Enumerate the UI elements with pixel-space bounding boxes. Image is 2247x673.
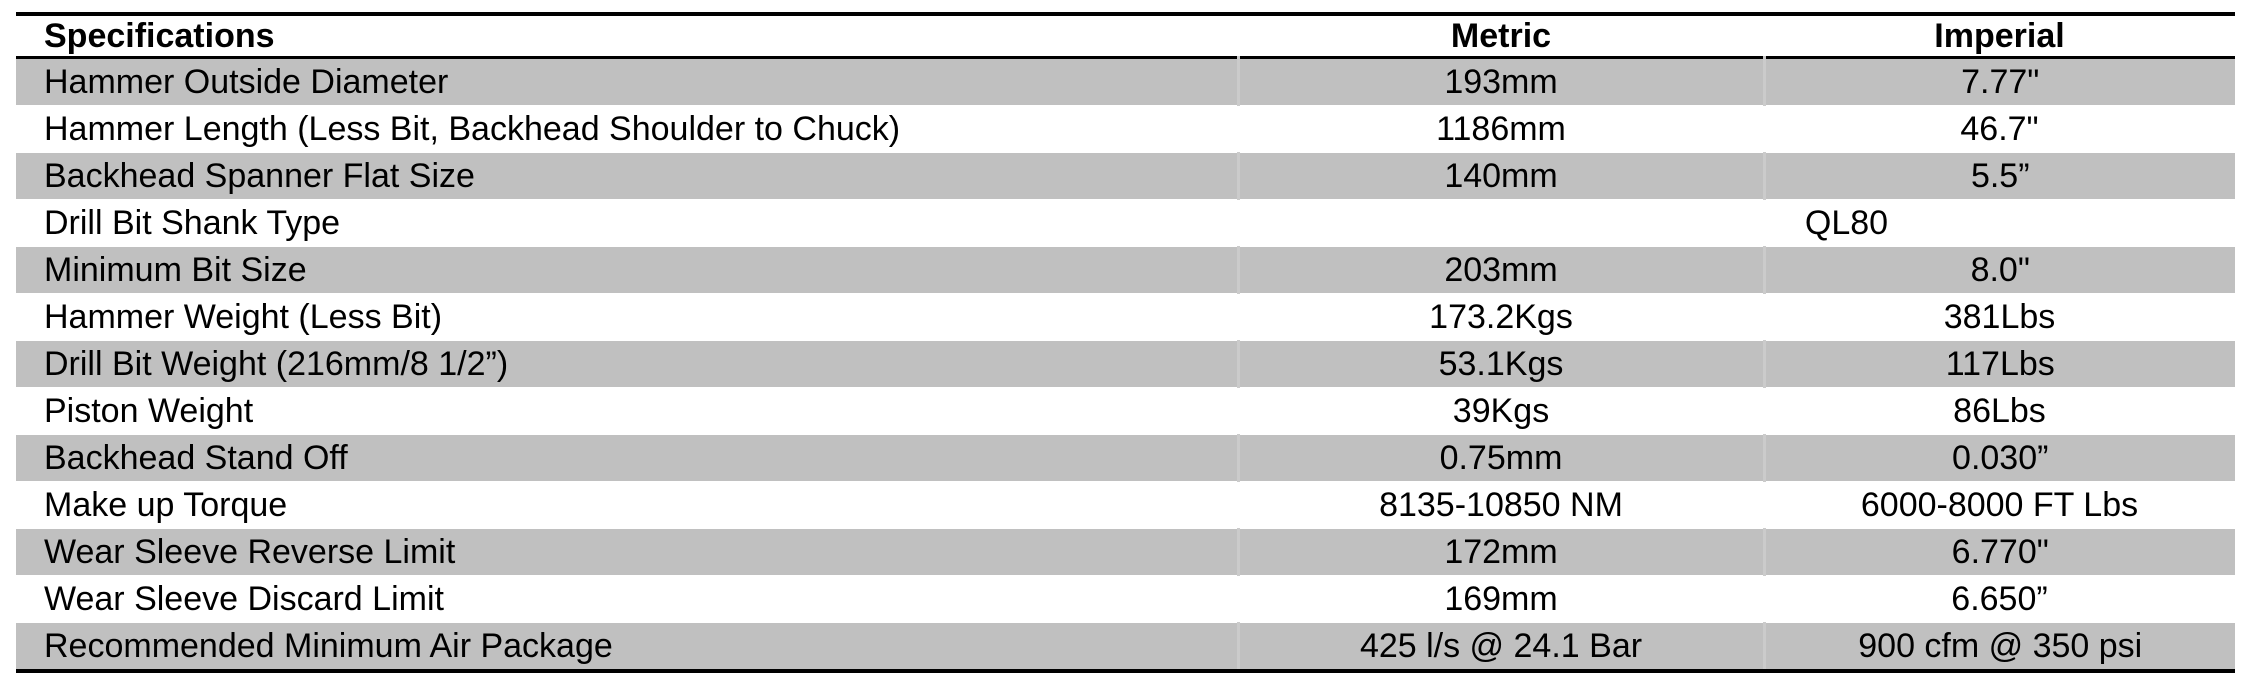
spec-metric-cell: 425 l/s @ 24.1 Bar (1238, 623, 1764, 672)
spec-imperial-cell: 117Lbs (1764, 341, 2235, 388)
table-row (16, 341, 2235, 388)
spec-metric-cell: 39Kgs (1238, 388, 1764, 435)
header-row (16, 14, 2235, 58)
spec-name-cell: Wear Sleeve Discard Limit (16, 576, 1238, 623)
spec-name-cell: Recommended Minimum Air Package (16, 623, 1238, 672)
table-row (16, 623, 2235, 672)
specifications-body (16, 58, 2235, 672)
table-row (16, 153, 2235, 200)
spec-imperial-cell: 381Lbs (1764, 294, 2235, 341)
spec-imperial-cell: 5.5” (1764, 153, 2235, 200)
spec-metric-cell: 203mm (1238, 247, 1764, 294)
table-row (16, 388, 2235, 435)
spec-imperial-cell: 6.770" (1764, 529, 2235, 576)
specifications-table (16, 12, 2235, 673)
spec-name-cell: Make up Torque (16, 482, 1238, 529)
table-row (16, 106, 2235, 153)
table-row (16, 529, 2235, 576)
spec-name-cell: Hammer Weight (Less Bit) (16, 294, 1238, 341)
spec-metric-cell: 193mm (1238, 58, 1764, 106)
spec-metric-cell: 53.1Kgs (1238, 341, 1764, 388)
spec-merged-value-cell: QL80 (1238, 200, 2235, 247)
spec-name-cell: Minimum Bit Size (16, 247, 1238, 294)
table-row (16, 482, 2235, 529)
spec-name-cell: Backhead Stand Off (16, 435, 1238, 482)
spec-metric-cell: 169mm (1238, 576, 1764, 623)
spec-imperial-cell: 6000-8000 FT Lbs (1764, 482, 2235, 529)
table-row (16, 58, 2235, 106)
spec-name-cell: Hammer Outside Diameter (16, 58, 1238, 106)
spec-imperial-cell: 7.77" (1764, 58, 2235, 106)
table-row (16, 247, 2235, 294)
spec-metric-cell: 8135-10850 NM (1238, 482, 1764, 529)
spec-metric-cell: 172mm (1238, 529, 1764, 576)
spec-metric-cell: 140mm (1238, 153, 1764, 200)
table-row (16, 200, 2235, 247)
table-row (16, 294, 2235, 341)
spec-name-cell: Wear Sleeve Reverse Limit (16, 529, 1238, 576)
spec-name-cell: Drill Bit Shank Type (16, 200, 1238, 247)
spec-name-cell: Backhead Spanner Flat Size (16, 153, 1238, 200)
spec-imperial-cell: 0.030” (1764, 435, 2235, 482)
spec-imperial-cell: 86Lbs (1764, 388, 2235, 435)
spec-name-cell: Hammer Length (Less Bit, Backhead Shoulder to Chuck) (16, 106, 1238, 153)
spec-metric-cell: 173.2Kgs (1238, 294, 1764, 341)
spec-metric-cell: 1186mm (1238, 106, 1764, 153)
spec-name-cell: Drill Bit Weight (216mm/8 1/2”) (16, 341, 1238, 388)
header-metric: Metric (1450, 17, 1552, 55)
spec-metric-cell: 0.75mm (1238, 435, 1764, 482)
spec-name-cell: Piston Weight (16, 388, 1238, 435)
spec-imperial-cell: 6.650” (1764, 576, 2235, 623)
spec-imperial-cell: 46.7" (1764, 106, 2235, 153)
spec-imperial-cell: 900 cfm @ 350 psi (1764, 623, 2235, 672)
spec-imperial-cell: 8.0" (1764, 247, 2235, 294)
table-row (16, 435, 2235, 482)
header-imperial: Imperial (1934, 17, 2065, 55)
table-row (16, 576, 2235, 623)
header-specifications: Specifications (44, 17, 275, 55)
